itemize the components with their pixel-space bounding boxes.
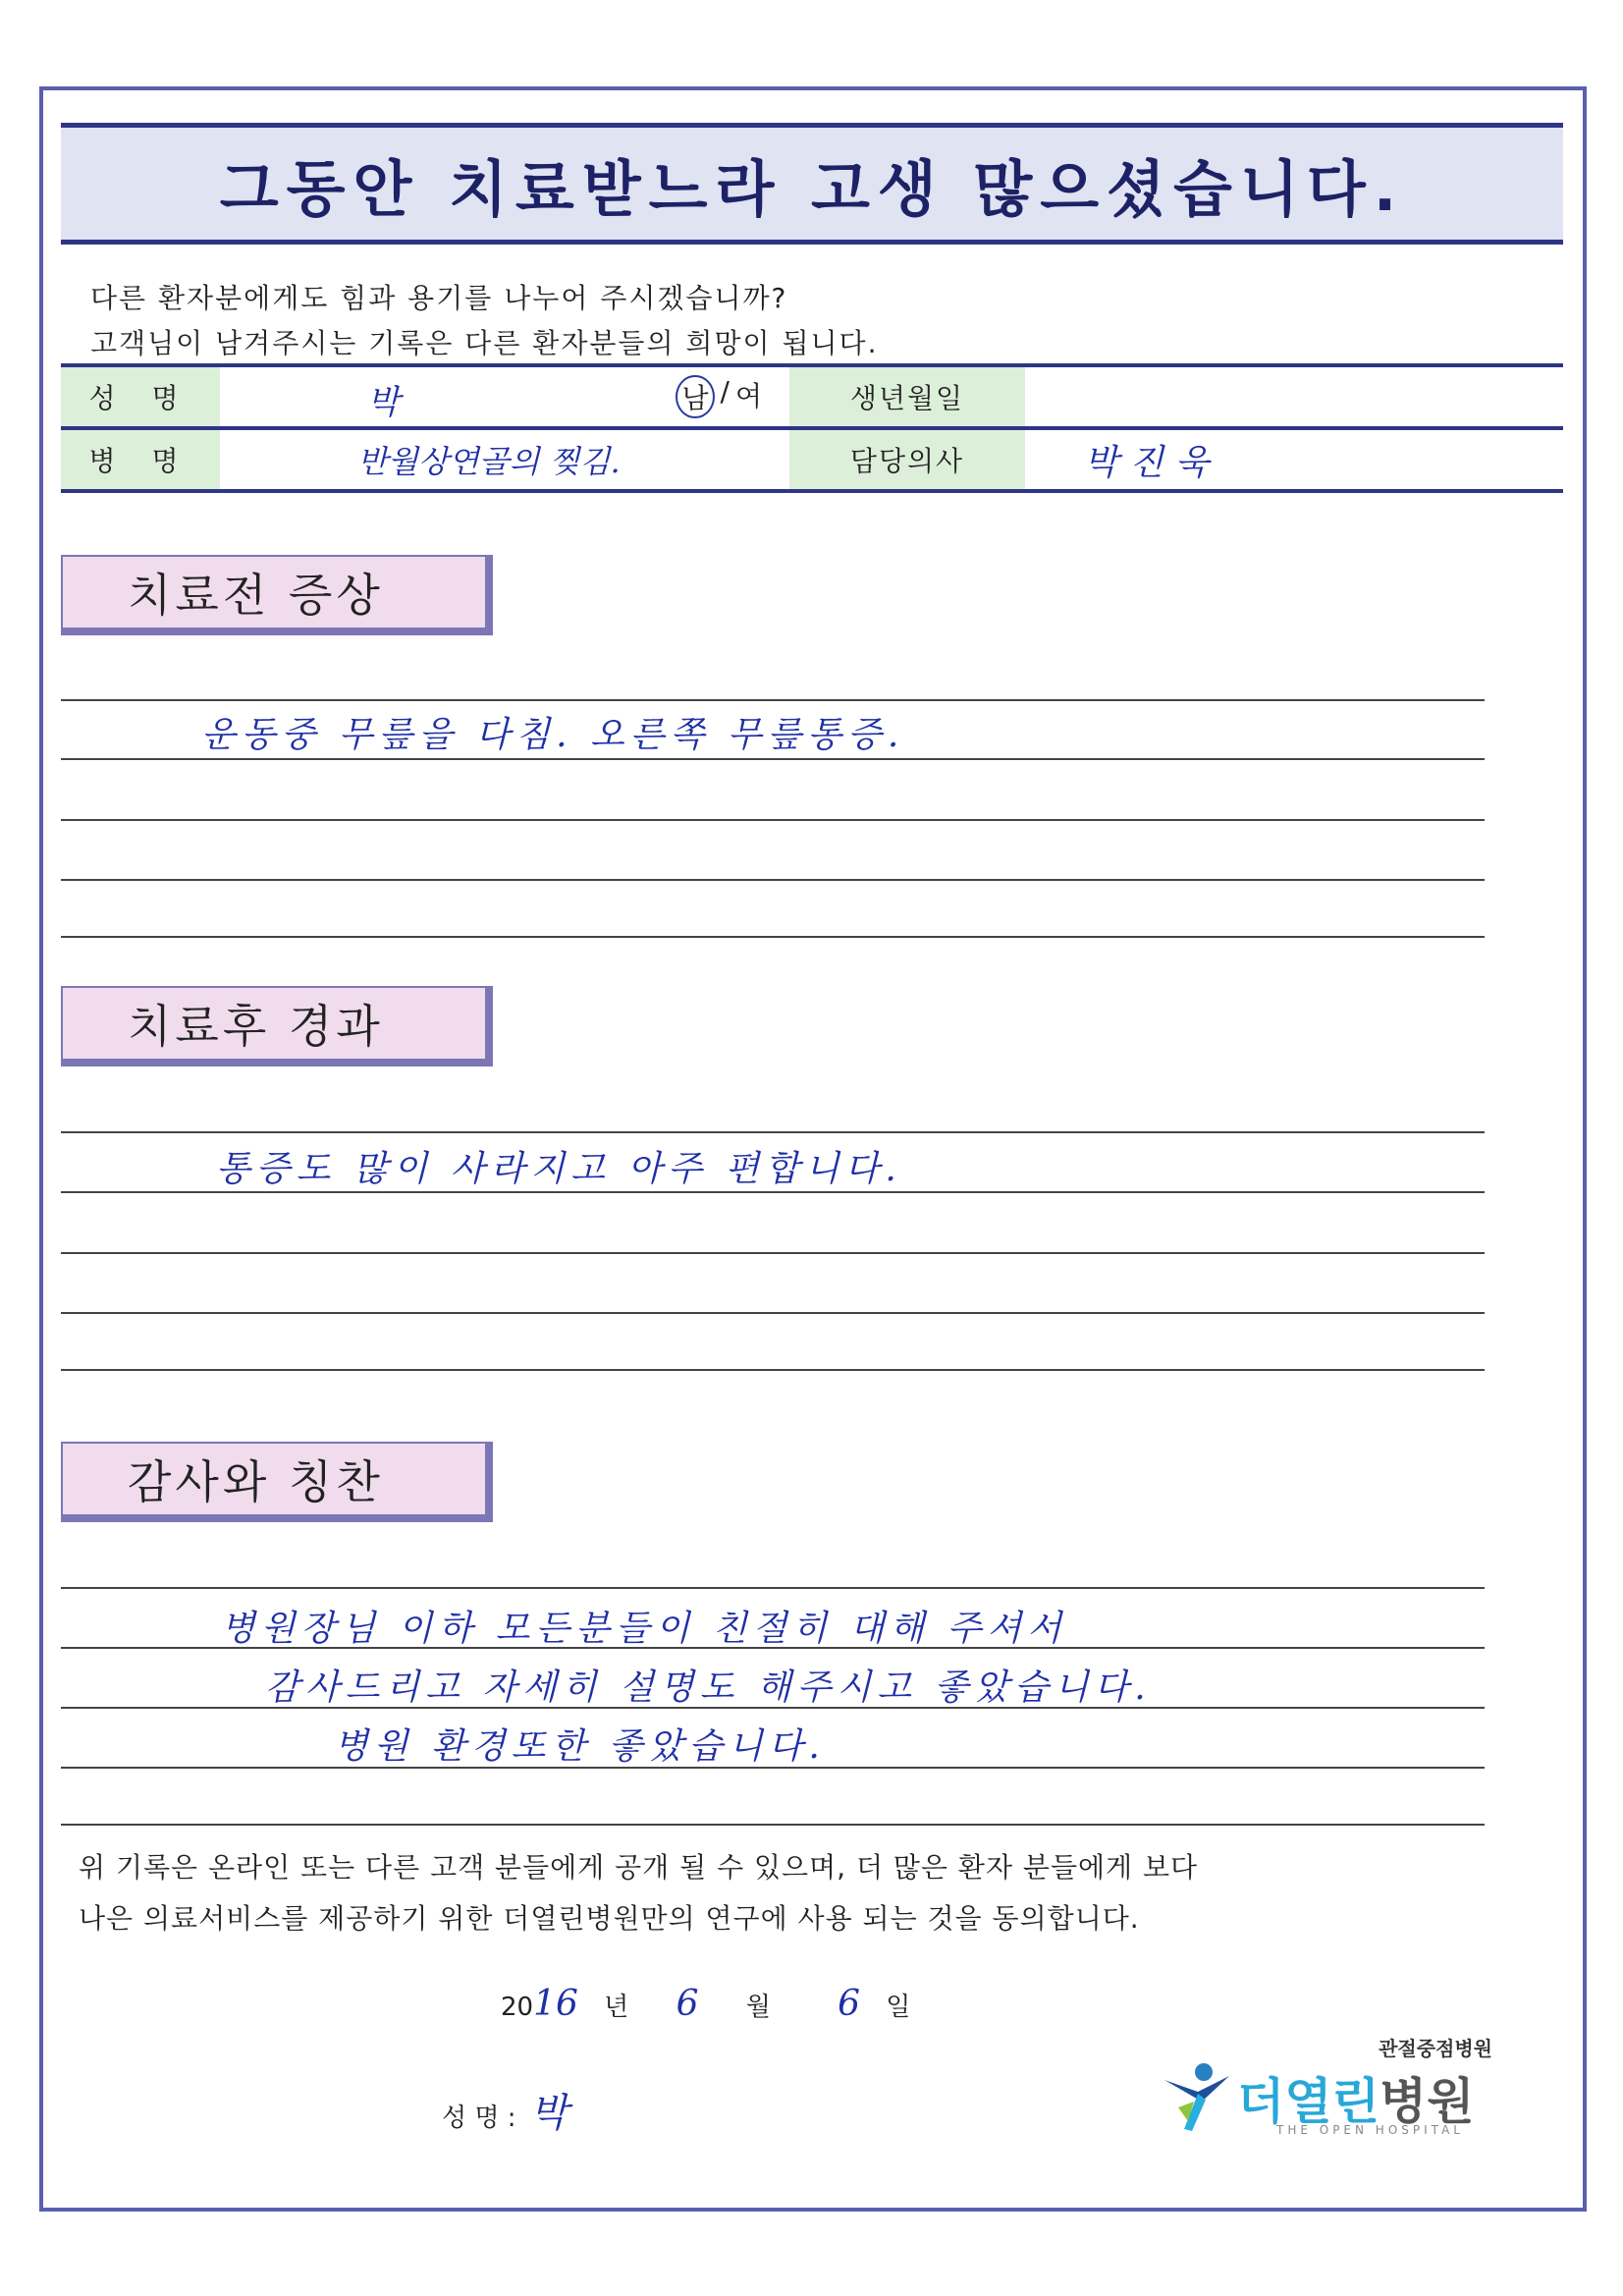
- section-thanks-title: 감사와 칭찬: [128, 1455, 384, 1508]
- logo-name-rest: 병원: [1379, 2073, 1475, 2130]
- date-day-unit: 일: [886, 1993, 911, 2022]
- signature-value: 박: [529, 2091, 568, 2136]
- birth-value: [1025, 365, 1563, 428]
- rule: [61, 1131, 1485, 1133]
- before-text-line: 운동중 무릎을 다침. 오른쪽 무릎통증.: [201, 715, 905, 755]
- hospital-logo: [1159, 2033, 1492, 2141]
- date-row: [501, 1984, 910, 2024]
- logo-english: THE OPEN HOSPITAL: [1276, 2123, 1464, 2137]
- date-day-hand: 6: [838, 1984, 861, 2024]
- section-after-title: 치료후 경과: [128, 1000, 384, 1053]
- patient-info-table: [61, 363, 1563, 493]
- disease-cell: [220, 428, 789, 491]
- intro-line-1: 다른 환자분에게도 힘과 용기를 나누어 주시겠습니까?: [90, 282, 788, 314]
- date-year-unit: 년: [604, 1993, 629, 2022]
- name-label: 성 명: [61, 365, 220, 428]
- section-before-title: 치료전 증상: [128, 569, 384, 622]
- date-year-prefix: 20: [501, 1993, 534, 2022]
- rule: [61, 1369, 1485, 1371]
- rule: [61, 936, 1485, 938]
- logo-subtitle: 관절중점병원: [1379, 2037, 1492, 2060]
- rule: [61, 1252, 1485, 1254]
- doctor-label: 담당의사: [789, 428, 1025, 491]
- rule: [61, 819, 1485, 821]
- intro-line-2: 고객님이 남겨주시는 기록은 다른 환자분들의 희망이 됩니다.: [90, 327, 879, 359]
- rule: [61, 699, 1485, 701]
- doctor-cell: [1025, 428, 1563, 491]
- page-banner: [61, 123, 1563, 245]
- section-before-header: [61, 555, 493, 635]
- date-year-hand: 16: [533, 1984, 578, 2024]
- name-cell: [220, 365, 789, 428]
- rule: [61, 758, 1485, 760]
- consent-line-2: 나은 의료서비스를 제공하기 위한 더열린병원만의 연구에 사용 되는 것을 동의합니다.: [79, 1902, 1140, 1935]
- disease-value: 반월상연골의 찢김.: [357, 443, 621, 480]
- logo-figure-icon: [1159, 2058, 1235, 2135]
- signature-label: 성 명 :: [442, 2104, 516, 2133]
- rule: [61, 879, 1485, 881]
- section-thanks-header: [61, 1442, 493, 1522]
- rule: [61, 1824, 1485, 1826]
- thanks-text-line-2: 감사드리고 자세히 설명도 해주시고 좋았습니다.: [265, 1667, 1152, 1708]
- birth-label: 생년월일: [789, 365, 1025, 428]
- thanks-text-line-1: 병원장님 이하 모든분들이 친절히 대해 주셔서: [221, 1609, 1067, 1649]
- consent-line-1: 위 기록은 온라인 또는 다른 고객 분들에게 공개 될 수 있으며, 더 많은 환자 분들에게 보다: [79, 1851, 1199, 1884]
- name-value: 박: [367, 383, 400, 422]
- logo-name-accent: 더열린: [1237, 2073, 1380, 2130]
- section-after-header: [61, 986, 493, 1066]
- rule: [61, 1587, 1485, 1589]
- gender-separator: /: [720, 375, 730, 408]
- gender-female: 여: [734, 380, 762, 412]
- rule: [61, 1312, 1485, 1314]
- doctor-value: 박 진 욱: [1084, 442, 1210, 483]
- disease-label: 병 명: [61, 428, 220, 491]
- after-text-line: 통증도 많이 사라지고 아주 편합니다.: [216, 1149, 902, 1189]
- gender-male: 남: [676, 375, 714, 418]
- page-title: 그동안 치료받느라 고생 많으셨습니다.: [219, 152, 1405, 225]
- date-month-unit: 월: [745, 1993, 771, 2022]
- signature-row: [442, 2082, 568, 2138]
- thanks-text-line-3: 병원 환경또한 좋았습니다.: [334, 1726, 826, 1767]
- rule: [61, 1191, 1485, 1193]
- date-month-hand: 6: [676, 1984, 699, 2024]
